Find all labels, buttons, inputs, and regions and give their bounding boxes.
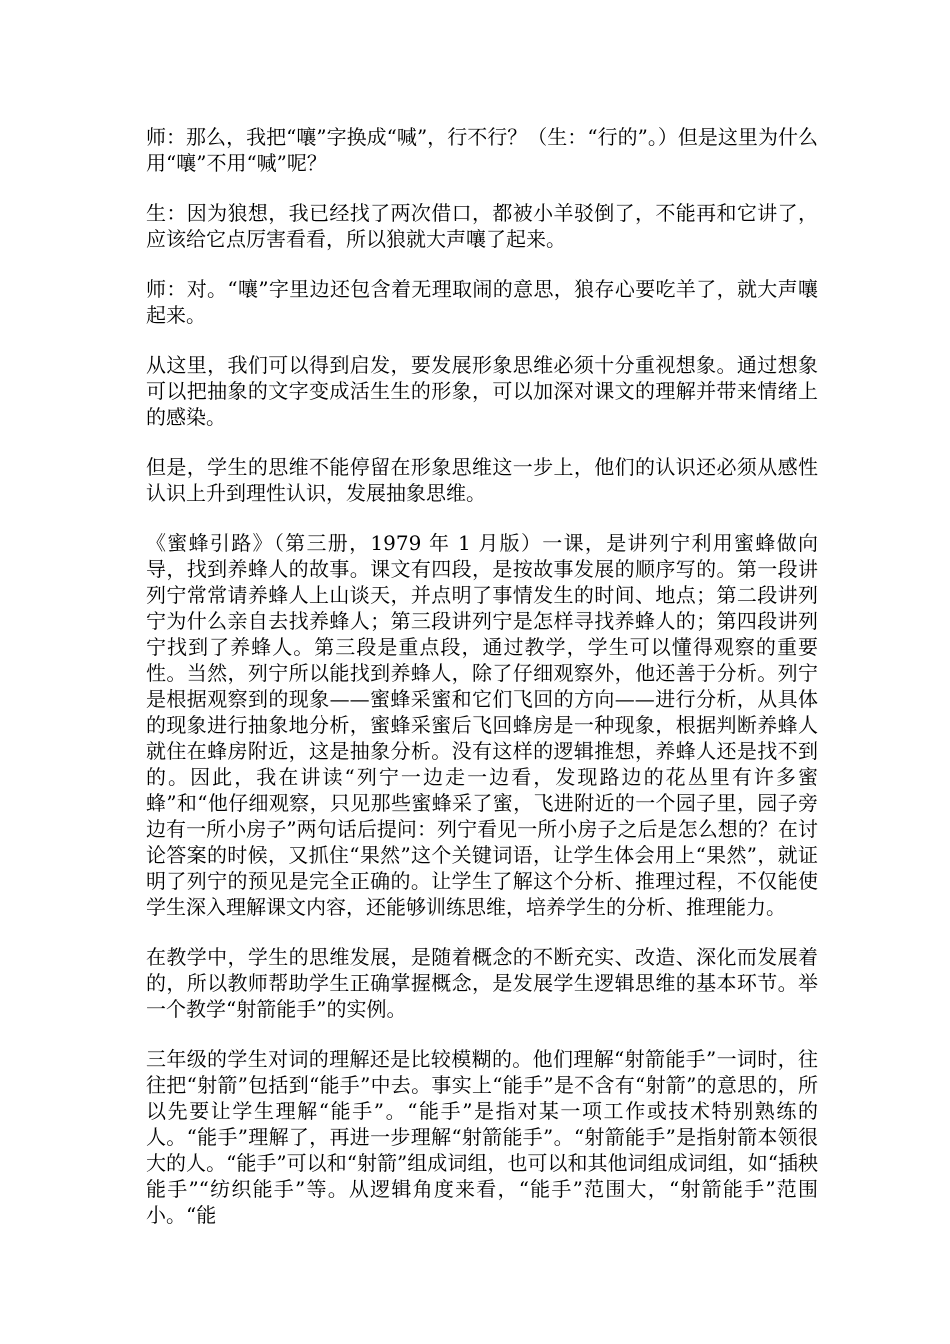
paragraph-teacher-question: 师：那么，我把“嚷”字换成“喊”，行不行？（生：“行的”。）但是这里为什么用“嚷”不用“喊”呢？: [146, 125, 818, 175]
paragraph-teacher-reply: 师：对。“嚷”字里边还包含着无理取闹的意思，狼存心要吃羊了，就大声嚷起来。: [146, 277, 818, 327]
paragraph-concepts: 在教学中，学生的思维发展，是随着概念的不断充实、改造、深化而发展着的，所以教师帮助学生正确掌握概念，是发展学生逻辑思维的基本环节。举一个教学“射箭能手”的实例。: [146, 945, 818, 1021]
paragraph-archery-example: 三年级的学生对词的理解还是比较模糊的。他们理解“射箭能手”一词时，往往把“射箭”包括到“能手”中去。事实上“能手”是不含有“射箭”的意思的，所以先要让学生理解“能手”。“能手”是指对某一项工作或技术特别熟练的人。“能手”理解了，再进一步理解“射箭能手”。“射箭能手”是指射箭本领很大的人。“能手”可以和“射箭”组成词组，也可以和其他词组成词组，如“插秧能手”“纺织能手”等。从逻辑角度来看，“能手”范围大，“射箭能手”范围小。“能: [146, 1047, 818, 1227]
paragraph-abstract-thinking: 但是，学生的思维不能停留在形象思维这一步上，他们的认识还必须从感性认识上升到理性认识，发展抽象思维。: [146, 455, 818, 505]
paragraph-bee-lesson: 《蜜蜂引路》（第三册，1979 年 1 月版）一课，是讲列宁利用蜜蜂做向导，找到养蜂人的故事。课文有四段，是按故事发展的顺序写的。第一段讲列宁常常请养蜂人上山谈天，并点明了事情发生的时间、地点；第二段讲列宁为什么亲自去找养蜂人；第三段讲列宁是怎样寻找养蜂人的；第四段讲列宁找到了养蜂人。第三段是重点段，通过教学，学生可以懂得观察的重要性。当然，列宁所以能找到养蜂人，除了仔细观察外，他还善于分析。列宁是根据观察到的现象——蜜蜂采蜜和它们飞回的方向——进行分析，从具体的现象进行抽象地分析，蜜蜂采蜜后飞回蜂房是一种现象，根据判断养蜂人就住在蜂房附近，这是抽象分析。没有这样的逻辑推想，养蜂人还是找不到的。因此，我在讲读“列宁一边走一边看，发现路边的花丛里有许多蜜蜂”和“他仔细观察，只见那些蜜蜂采了蜜，飞进附近的一个园子里，园子旁边有一所小房子”两句话后提问：列宁看见一所小房子之后是怎么想的？在讨论答案的时候，又抓住“果然”这个关键词语，让学生体会用上“果然”，就证明了列宁的预见是完全正确的。让学生了解这个分析、推理过程，不仅能使学生深入理解课文内容，还能够训练思维，培养学生的分析、推理能力。: [146, 531, 818, 919]
document-body: [146, 124, 818, 1252]
paragraph-student-answer: 生：因为狼想，我已经找了两次借口，都被小羊驳倒了，不能再和它讲了，应该给它点厉害看看，所以狼就大声嚷了起来。: [146, 201, 818, 251]
paragraph-imagination: 从这里，我们可以得到启发，要发展形象思维必须十分重视想象。通过想象可以把抽象的文字变成活生生的形象，可以加深对课文的理解并带来情绪上的感染。: [146, 353, 818, 429]
